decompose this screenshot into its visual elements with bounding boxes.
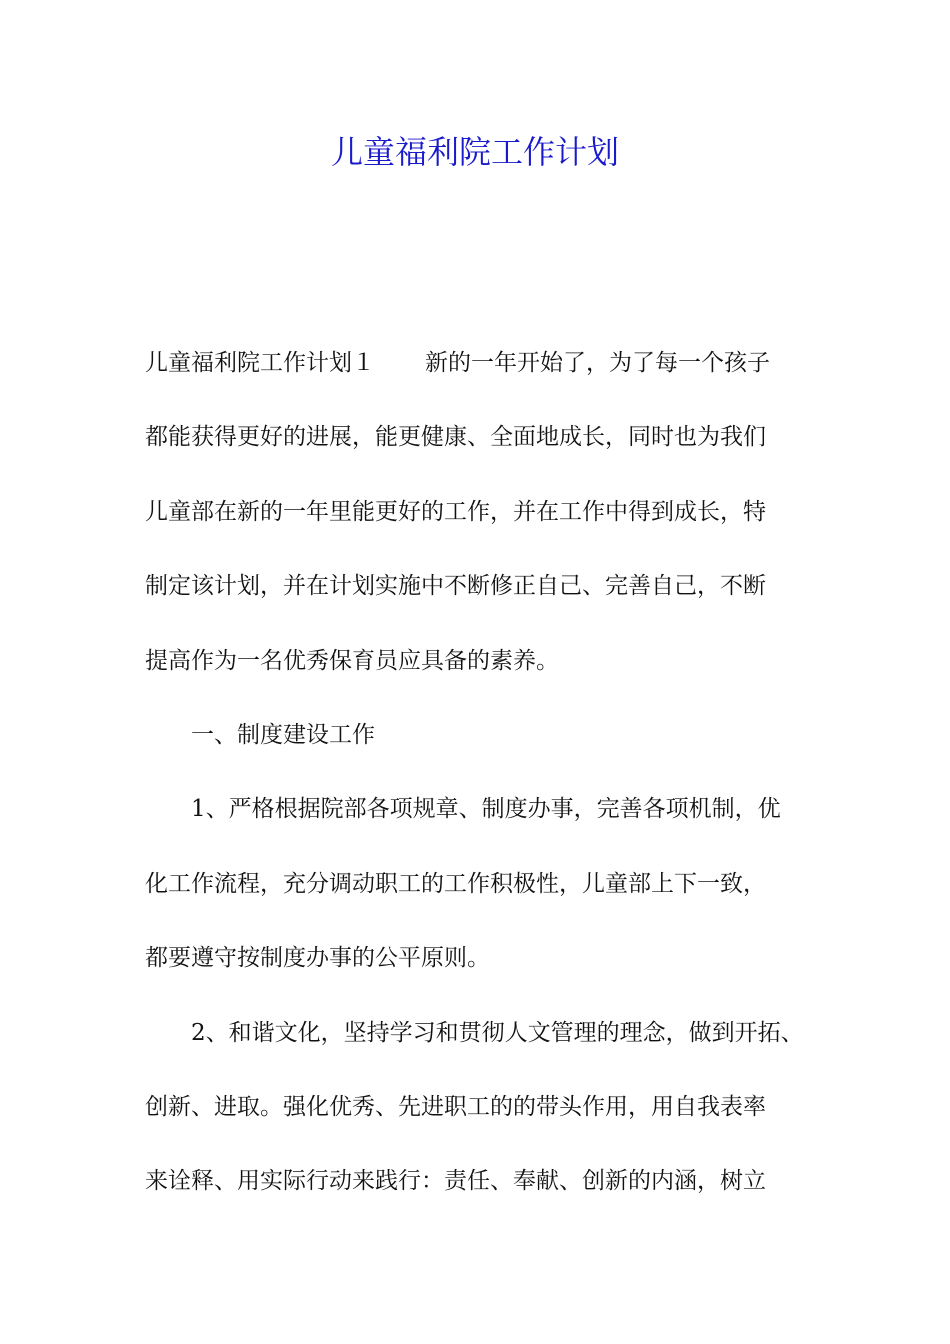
paragraph-line [145, 338, 815, 412]
intro-start: 新的一年开始了，为了每一个孩子 [425, 350, 770, 376]
paragraph-line: 来诠释、用实际行动来践行：责任、奉献、创新的内涵，树立 [145, 1168, 766, 1195]
paragraph-line: 都能获得更好的进展，能更健康、全面地成长，同时也为我们 [145, 424, 766, 451]
paragraph-line: 化工作流程，充分调动职工的工作积极性，儿童部上下一致， [145, 870, 766, 897]
paragraph-line: 创新、进取。强化优秀、先进职工的的带头作用，用自我表率 [145, 1093, 766, 1120]
paragraph-line: 儿童部在新的一年里能更好的工作，并在工作中得到成长，特 [145, 498, 766, 525]
paragraph-line: 1、严格根据院部各项规章、制度办事，完善各项机制，优 [191, 796, 781, 823]
plan-heading: 儿童福利院工作计划１ [145, 350, 375, 376]
document-body [145, 338, 815, 1231]
document-title: 儿童福利院工作计划 [330, 133, 619, 171]
paragraph-line: 提高作为一名优秀保育员应具备的素养。 [145, 647, 559, 674]
paragraph-line: 2、和谐文化，坚持学习和贯彻人文管理的理念，做到开拓、 [191, 1019, 804, 1046]
section-heading: 一、制度建设工作 [191, 721, 375, 748]
paragraph-line: 制定该计划，并在计划实施中不断修正自己、完善自己，不断 [145, 573, 766, 600]
paragraph-line: 都要遵守按制度办事的公平原则。 [145, 945, 490, 972]
